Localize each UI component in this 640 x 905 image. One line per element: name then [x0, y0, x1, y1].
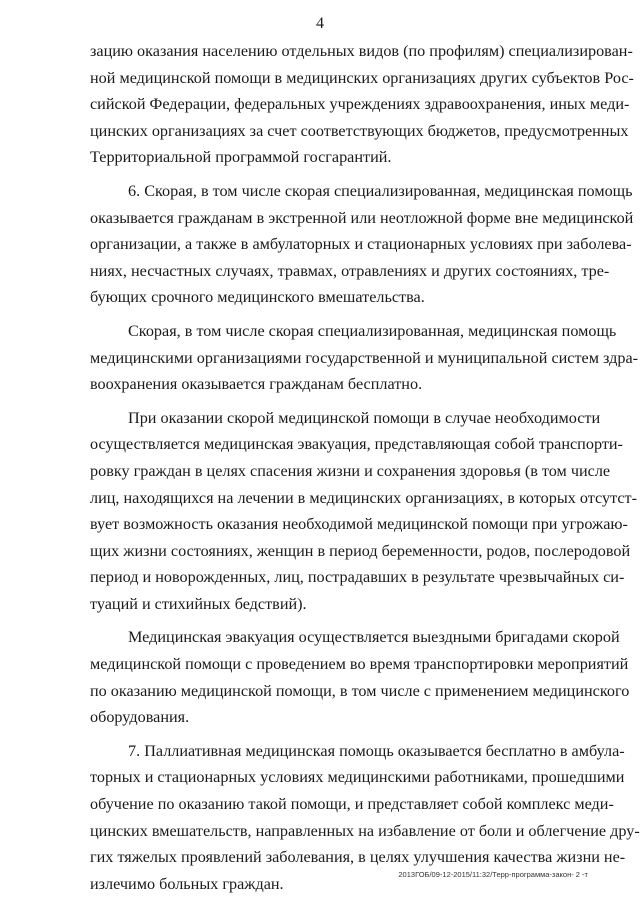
text-line: воохранения оказывается гражданам бесплатно. — [90, 375, 423, 394]
text-line: При оказании скорой медицинской помощи в случае необходимости — [128, 408, 601, 427]
page-number: 4 — [316, 15, 324, 32]
paragraph-1 — [90, 38, 634, 171]
text-line: 7. Паллиативная медицинская помощь оказывается бесплатно в амбула- — [128, 741, 625, 760]
text-line: по оказанию медицинской помощи, в том числе с применением медицинского — [90, 681, 630, 700]
text-line: гих тяжелых проявлений заболевания, в целях улучшения качества жизни не- — [90, 848, 626, 867]
text-line: 6. Скорая, в том числе скорая специализированная, медицинская помощь — [128, 181, 633, 200]
paragraph-3 — [90, 318, 639, 398]
text-line: лиц, находящихся на лечении в медицинских организациях, в которых отсутст- — [90, 488, 638, 507]
text-line: осуществляется медицинская эвакуация, представляющая собой транспорти- — [90, 435, 623, 454]
text-line: медицинскими организациями государственной и муниципальной систем здра- — [90, 348, 639, 367]
paragraph-5 — [90, 624, 630, 730]
text-line: Скорая, в том числе скорая специализированная, медицинская помощь — [128, 321, 617, 340]
text-line: Территориальной программой госгарантий. — [90, 148, 392, 167]
text-line: Медицинская эвакуация осуществляется выездными бригадами скорой — [128, 628, 620, 647]
text-line: цинских вмешательств, направленных на избавление от боли и облегчение дру- — [90, 821, 640, 840]
text-line: излечимо больных граждан. — [90, 874, 284, 893]
text-line: обучение по оказанию такой помощи, и представляет собой комплекс меди- — [90, 795, 614, 814]
text-line: вует возможность оказания необходимой медицинской помощи при угрожаю- — [90, 515, 628, 534]
text-line: ровку граждан в целях спасения жизни и сохранения здоровья (в том числе — [90, 461, 611, 480]
paragraph-4 — [90, 405, 638, 618]
text-line: оборудования. — [90, 708, 190, 727]
text-line: ной медицинской помощи в медицинских организациях других субъектов Рос- — [90, 68, 634, 87]
footer-stamp: 2013ГОБ/09-12-2015/11:32/Терр-программа-закон- 2 -т — [398, 870, 588, 879]
text-line: зацию оказания населению отдельных видов (по профилям) специализирован- — [90, 42, 633, 60]
text-line: организации, а также в амбулаторных и стационарных условиях при заболева- — [90, 235, 632, 254]
text-line: оказывается гражданам в экстренной или неотложной форме вне медицинской — [90, 208, 634, 227]
text-line: медицинской помощи с проведением во время транспортировки мероприятий — [90, 655, 629, 674]
text-line: период и новорожденных, лиц, пострадавших в результате чрезвычайных си- — [90, 568, 625, 587]
text-line: ниях, несчастных случаях, травмах, отравлениях и других состояниях, тре- — [90, 261, 610, 280]
text-line: сийской Федерации, федеральных учреждениях здравоохранения, иных меди- — [90, 95, 630, 114]
text-line: туаций и стихийных бедствий). — [90, 594, 307, 613]
text-line: щих жизни состояниях, женщин в период беременности, родов, послеродовой — [90, 541, 631, 560]
text-line: торных и стационарных условиях медицинскими работниками, прошедшими — [90, 768, 625, 787]
document-body — [90, 38, 640, 897]
text-line: бующих срочного медицинского вмешательства. — [90, 288, 425, 307]
paragraph-2 — [90, 178, 634, 311]
text-line: цинских организациях за счет соответствующих бюджетов, предусмотренных — [90, 121, 629, 140]
